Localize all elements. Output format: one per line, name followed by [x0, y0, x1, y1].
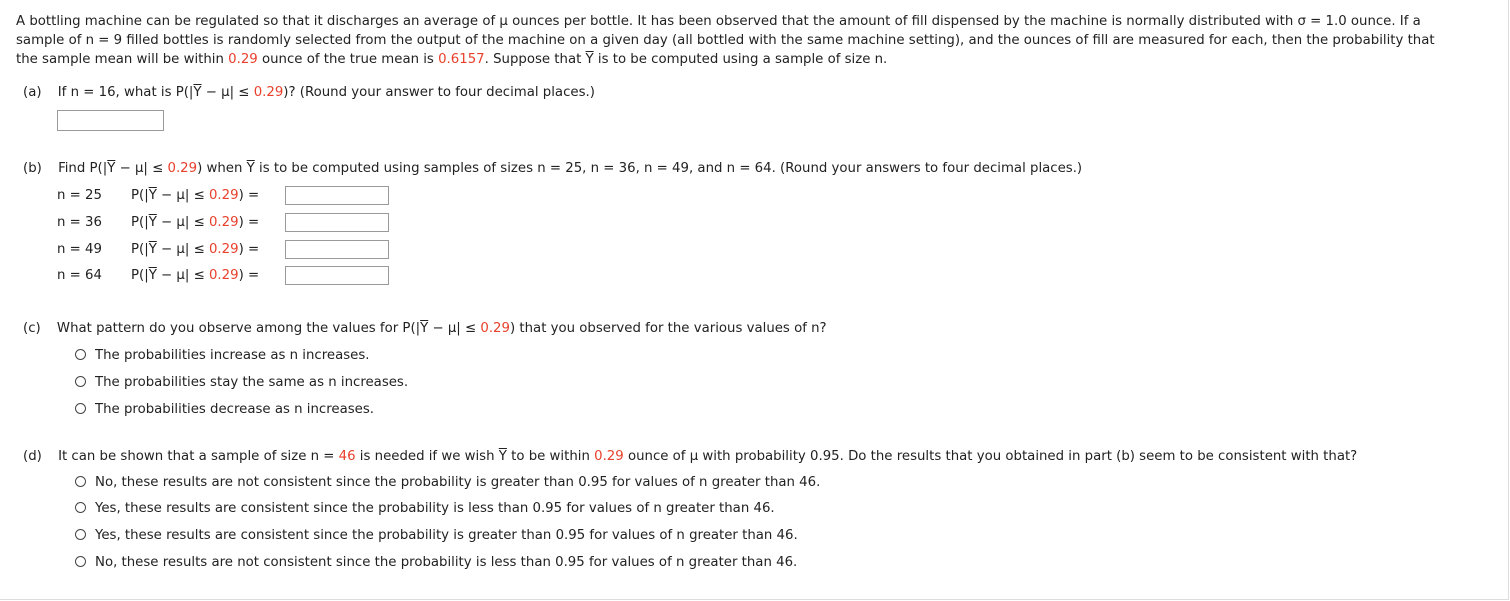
intro-line-2: sample of n = 9 filled bottles is randomly selected from the output of the machine on a given day (all bottled with the same machine setting), and the ounces of fill are measured for each, then the probability that: [16, 33, 1435, 48]
radio-button[interactable]: [75, 476, 86, 487]
n-label: n = 64: [57, 268, 102, 283]
n-label: n = 25: [57, 188, 102, 203]
highlight-value: 46: [338, 449, 356, 464]
highlight-value: 0.6157: [438, 52, 485, 67]
highlight-value: 0.29: [228, 52, 258, 67]
y-bar-symbol: $\overline{Y}$: [148, 242, 157, 257]
part-d-question: (d) It can be shown that a sample of size n = 46 is needed if we wish $\overline{Y}$ to be within 0.29 ounce of μ with probability 0.95. Do the results that you obtained in part (b) seem to be consistent with that?: [23, 449, 1358, 464]
radio-button[interactable]: [75, 502, 86, 513]
radio-button[interactable]: [75, 556, 86, 567]
answer-input-n25[interactable]: [285, 186, 389, 205]
highlight-value: 0.29: [594, 449, 624, 464]
part-a-label: (a): [23, 85, 42, 100]
answer-input-n49[interactable]: [285, 240, 389, 259]
radio-option[interactable]: No, these results are not consistent since the probability is greater than 0.95 for values of n greater than 46.: [75, 475, 820, 490]
n-label: n = 49: [57, 242, 102, 257]
radio-button[interactable]: [75, 403, 86, 414]
part-b-label: (b): [23, 161, 42, 176]
part-c-question: (c) What pattern do you observe among the values for $P(|\overline{Y} - \mu| \le 0.29)$ that you observed for the various values of n?: [23, 321, 827, 336]
part-a-question: (a) If n = 16, what is $P(|\overline{Y} - \mu| \le 0.29)$? (Round your answer to four decimal places.): [23, 85, 595, 100]
y-bar-symbol: $\overline{Y}$: [107, 161, 116, 176]
y-bar-symbol: $\overline{Y}$: [498, 449, 507, 464]
probability-expression: $P(|\overline{Y} - \mu| \le 0.29)$ =: [131, 242, 260, 257]
answer-input-n36[interactable]: [285, 213, 389, 232]
radio-option[interactable]: No, these results are not consistent since the probability is less than 0.95 for values of n greater than 46.: [75, 555, 797, 570]
part-a-answer-input[interactable]: [57, 110, 164, 131]
part-d-label: (d): [23, 449, 42, 464]
y-bar-symbol: $\overline{Y}$: [193, 85, 202, 100]
highlight-value: 0.29: [208, 188, 239, 203]
radio-option[interactable]: The probabilities increase as n increases.: [75, 348, 370, 363]
highlight-value: 0.29: [208, 268, 239, 283]
radio-option[interactable]: The probabilities decrease as n increases.: [75, 402, 374, 417]
n-label: n = 36: [57, 215, 102, 230]
highlight-value: 0.29: [167, 161, 198, 176]
y-bar-symbol: $\overline{Y}$: [420, 321, 429, 336]
intro-line-1: A bottling machine can be regulated so that it discharges an average of μ ounces per bottle. It has been observed that the amount of fill dispensed by the machine is normally distributed with σ = 1.0 ounce. If a: [16, 14, 1421, 29]
y-bar-symbol: $\overline{Y}$: [148, 268, 157, 283]
probability-expression: $P(|\overline{Y} - \mu| \le 0.29)$ =: [131, 215, 260, 230]
probability-expression: $P(|\overline{Y} - \mu| \le 0.29)$ =: [131, 268, 260, 283]
highlight-value: 0.29: [208, 242, 239, 257]
highlight-value: 0.29: [208, 215, 239, 230]
radio-button[interactable]: [75, 349, 86, 360]
part-b-question: (b) Find $P(|\overline{Y} - \mu| \le 0.29)$ when $\overline{Y}$ is to be computed using samples of sizes n = 25, n = 36, n = 49, and n = 64. (Round your answers to four decimal places.): [23, 161, 1083, 176]
answer-input-n64[interactable]: [285, 266, 389, 285]
part-c-label: (c): [23, 321, 41, 336]
y-bar-symbol: $\overline{Y}$: [585, 52, 594, 67]
radio-button[interactable]: [75, 376, 86, 387]
intro-line-3: the sample mean will be within 0.29 ounce of the true mean is 0.6157. Suppose that $\overline{Y}$ is to be computed using a sample of size n.: [16, 52, 888, 67]
y-bar-symbol: $\overline{Y}$: [246, 161, 255, 176]
probability-expression: $P(|\overline{Y} - \mu| \le 0.29)$ =: [131, 188, 260, 203]
radio-option[interactable]: Yes, these results are consistent since the probability is greater than 0.95 for values of n greater than 46.: [75, 528, 798, 543]
highlight-value: 0.29: [480, 321, 510, 336]
radio-option[interactable]: Yes, these results are consistent since the probability is less than 0.95 for values of n greater than 46.: [75, 501, 775, 516]
y-bar-symbol: $\overline{Y}$: [148, 188, 157, 203]
y-bar-symbol: $\overline{Y}$: [148, 215, 157, 230]
radio-option[interactable]: The probabilities stay the same as n increases.: [75, 375, 408, 390]
highlight-value: 0.29: [253, 85, 284, 100]
radio-button[interactable]: [75, 529, 86, 540]
